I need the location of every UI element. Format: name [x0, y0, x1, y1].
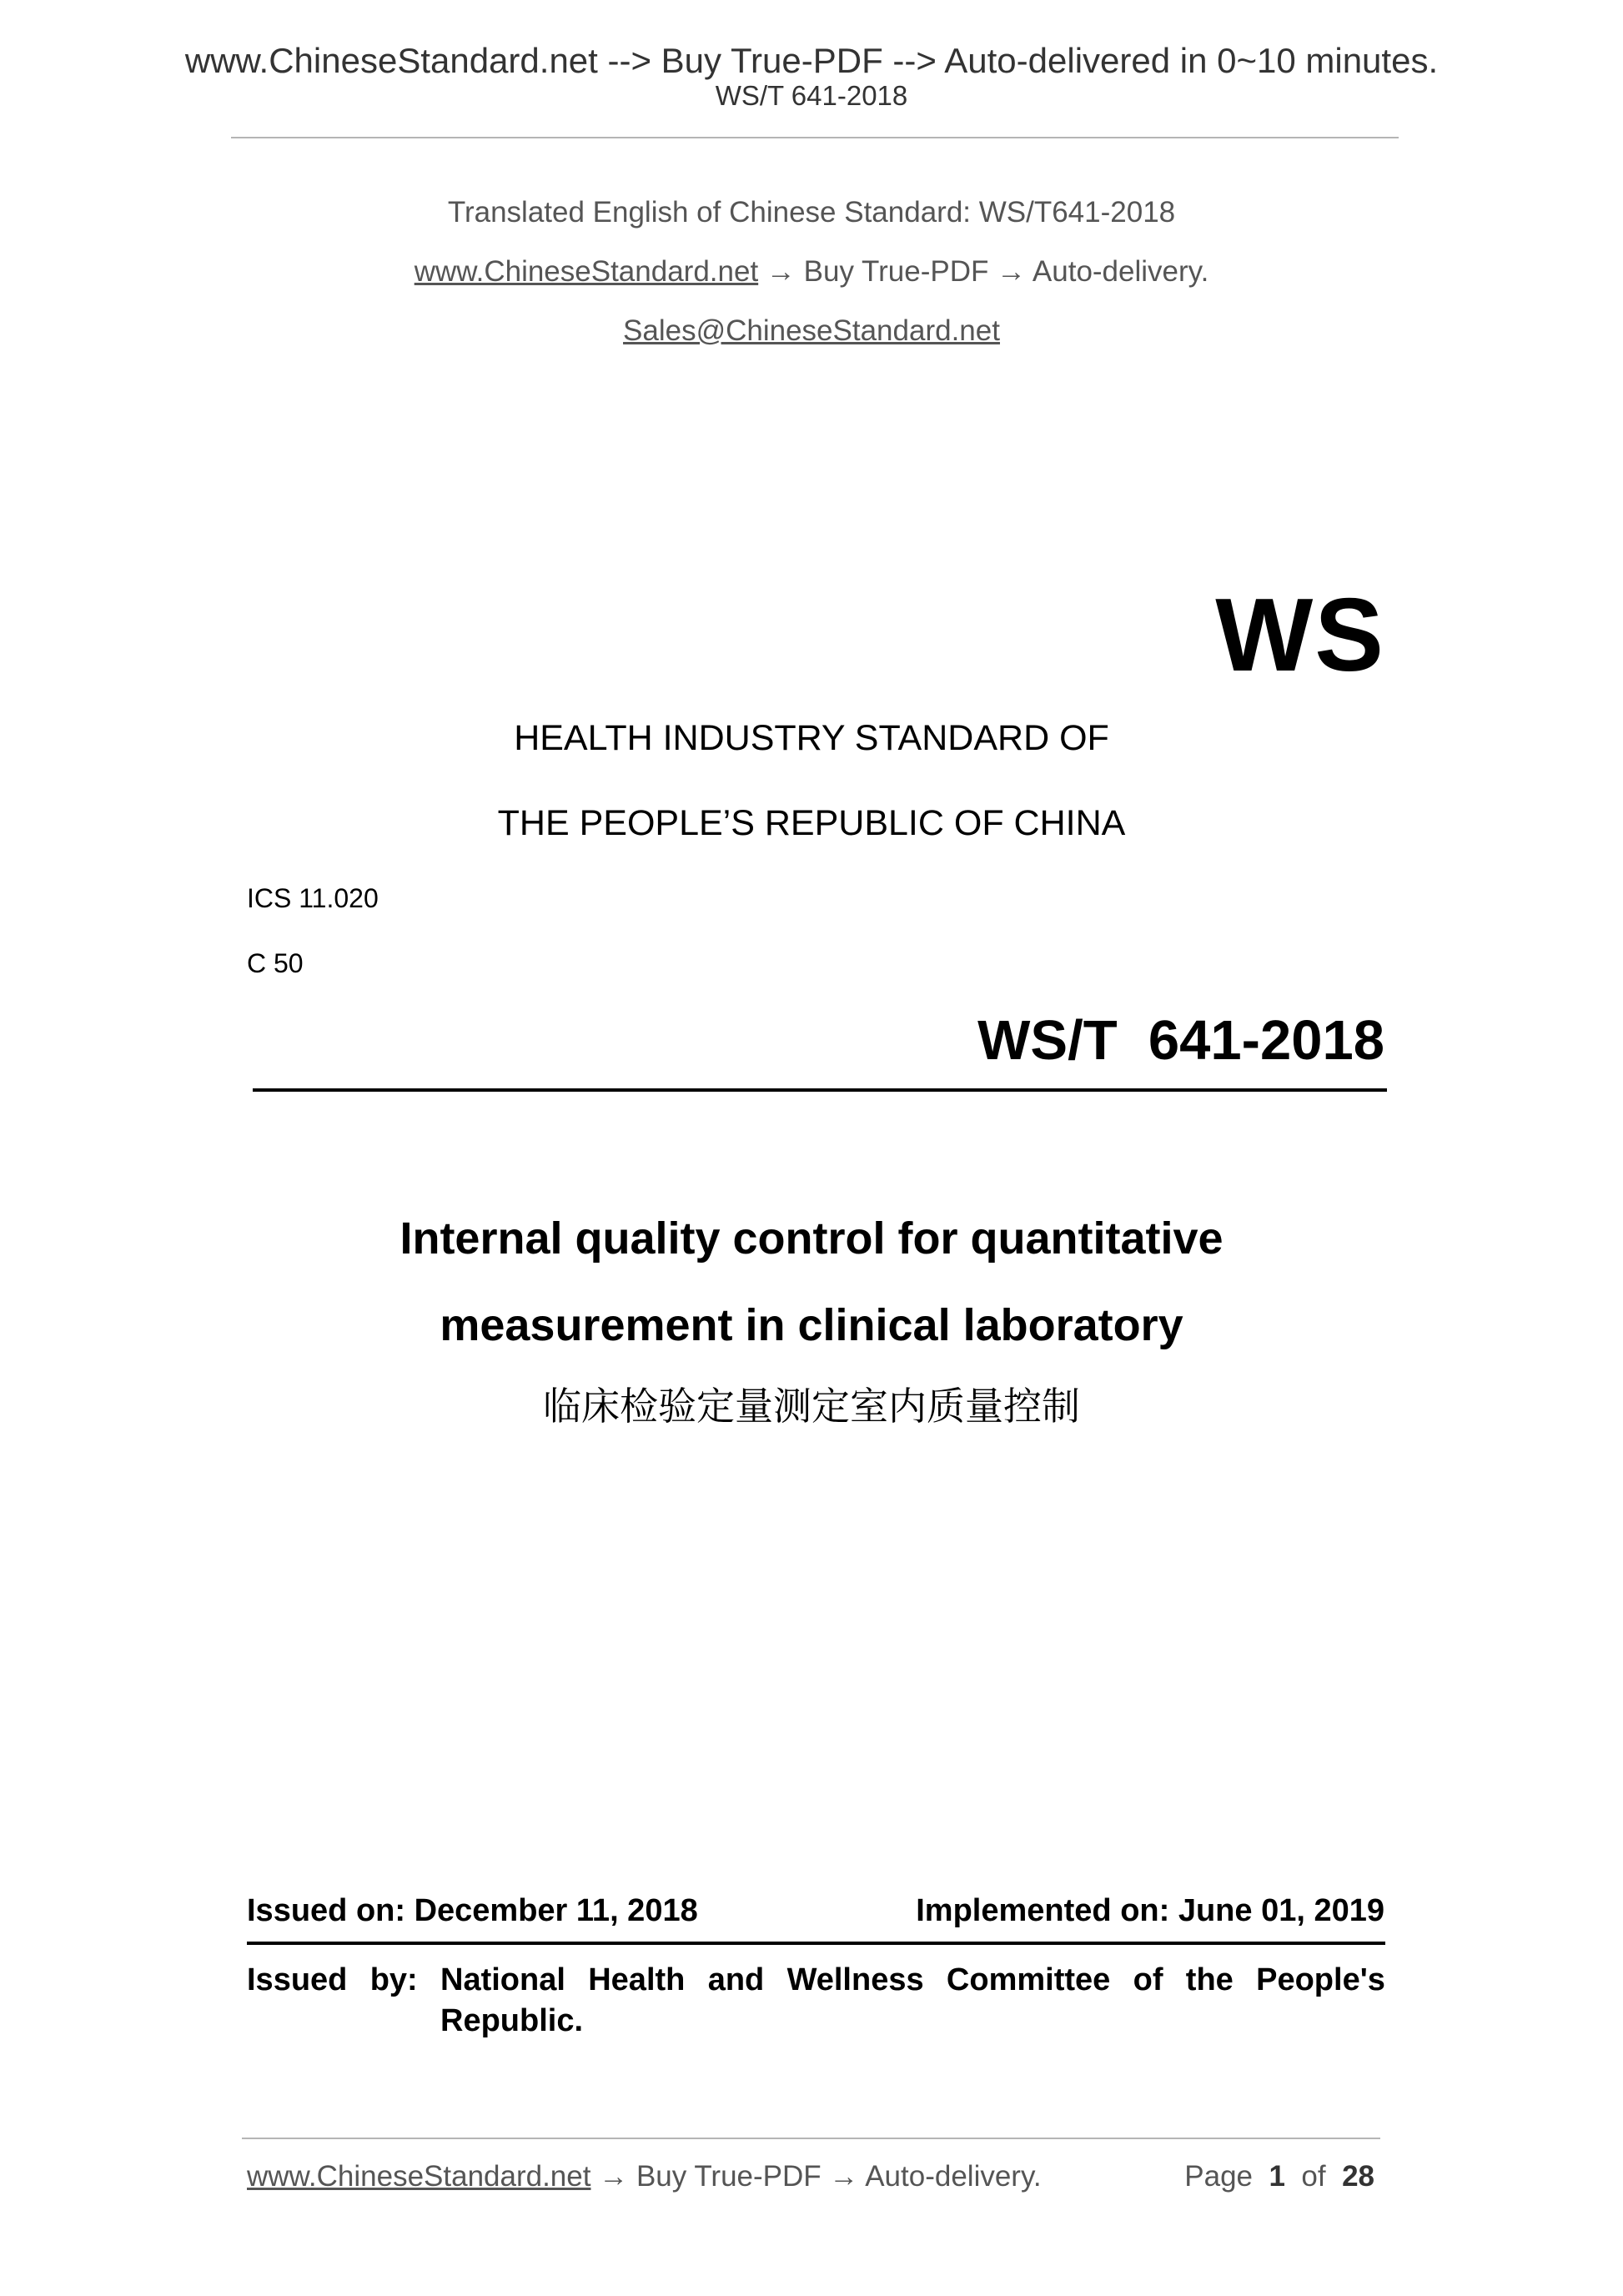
- issued-by-word: Issued: [247, 1962, 348, 1997]
- footer-divider: [242, 2138, 1380, 2139]
- sales-email-link[interactable]: Sales@ChineseStandard.net: [623, 314, 1000, 347]
- arrow-right-icon: →: [766, 255, 796, 288]
- ws-standard-mark: WS: [1215, 578, 1385, 693]
- issued-by-word: of: [1133, 1962, 1163, 1997]
- standard-number: WS/T 641-2018: [977, 1009, 1384, 1072]
- auto-delivery-text: Auto-delivery.: [1032, 255, 1209, 288]
- issued-by-line-1: [247, 1960, 1385, 2001]
- issued-by-word: and: [707, 1962, 765, 1997]
- issued-by-word: National: [440, 1962, 565, 1997]
- issued-by-word: People's: [1256, 1962, 1385, 1997]
- classification-code: C 50: [247, 948, 304, 978]
- issued-by-line-2: Republic.: [440, 2003, 584, 2039]
- footer-buy-text: Buy True-PDF: [636, 2160, 822, 2193]
- header-divider: [231, 137, 1399, 138]
- issued-by-word: Committee: [946, 1962, 1111, 1997]
- page-label: Page: [1184, 2160, 1254, 2193]
- issued-by-word: Wellness: [786, 1962, 924, 1997]
- translated-notice: Translated English of Chinese Standard: WS/T641-2018: [447, 196, 1176, 229]
- standard-type-line-1: HEALTH INDUSTRY STANDARD OF: [514, 718, 1109, 758]
- dates-divider: [247, 1942, 1385, 1945]
- footer-delivery-line: [247, 2162, 1042, 2191]
- issued-by-word: the: [1185, 1962, 1234, 1997]
- page-number: [1184, 2162, 1374, 2191]
- standard-number-divider: [253, 1088, 1387, 1092]
- site-link[interactable]: www.ChineseStandard.net: [414, 255, 759, 288]
- page-total: 28: [1342, 2160, 1374, 2193]
- header-standard-code: WS/T 641-2018: [715, 80, 908, 111]
- page-current: 1: [1269, 2160, 1285, 2193]
- email-line: [0, 316, 1623, 345]
- arrow-right-icon: →: [997, 255, 1027, 288]
- footer-auto-text: Auto-delivery.: [865, 2160, 1042, 2193]
- issued-by: [247, 1960, 1385, 2042]
- english-title-line-2: measurement in clinical laboratory: [440, 1300, 1183, 1350]
- buy-true-pdf-text: Buy True-PDF: [803, 255, 989, 288]
- issued-by-word: Health: [588, 1962, 686, 1997]
- ics-code: ICS 11.020: [247, 883, 379, 913]
- english-title-line-1: Internal quality control for quantitative: [399, 1213, 1224, 1264]
- chinese-title: 临床检验定量测定室内质量控制: [543, 1384, 1080, 1429]
- promo-delivery-line: [0, 257, 1623, 286]
- top-banner[interactable]: www.ChineseStandard.net --> Buy True-PDF --> Auto-delivered in 0~10 minutes.: [184, 41, 1439, 80]
- footer-site-link[interactable]: www.ChineseStandard.net: [247, 2160, 591, 2193]
- standard-type-line-2: THE PEOPLE’S REPUBLIC OF CHINA: [497, 803, 1126, 843]
- page-of: of: [1301, 2160, 1326, 2193]
- arrow-right-icon: →: [829, 2160, 859, 2193]
- issued-by-word: by:: [369, 1962, 418, 1997]
- implemented-on-date: Implemented on: June 01, 2019: [916, 1893, 1384, 1928]
- arrow-right-icon: →: [599, 2160, 629, 2193]
- issued-on-date: Issued on: December 11, 2018: [247, 1893, 698, 1928]
